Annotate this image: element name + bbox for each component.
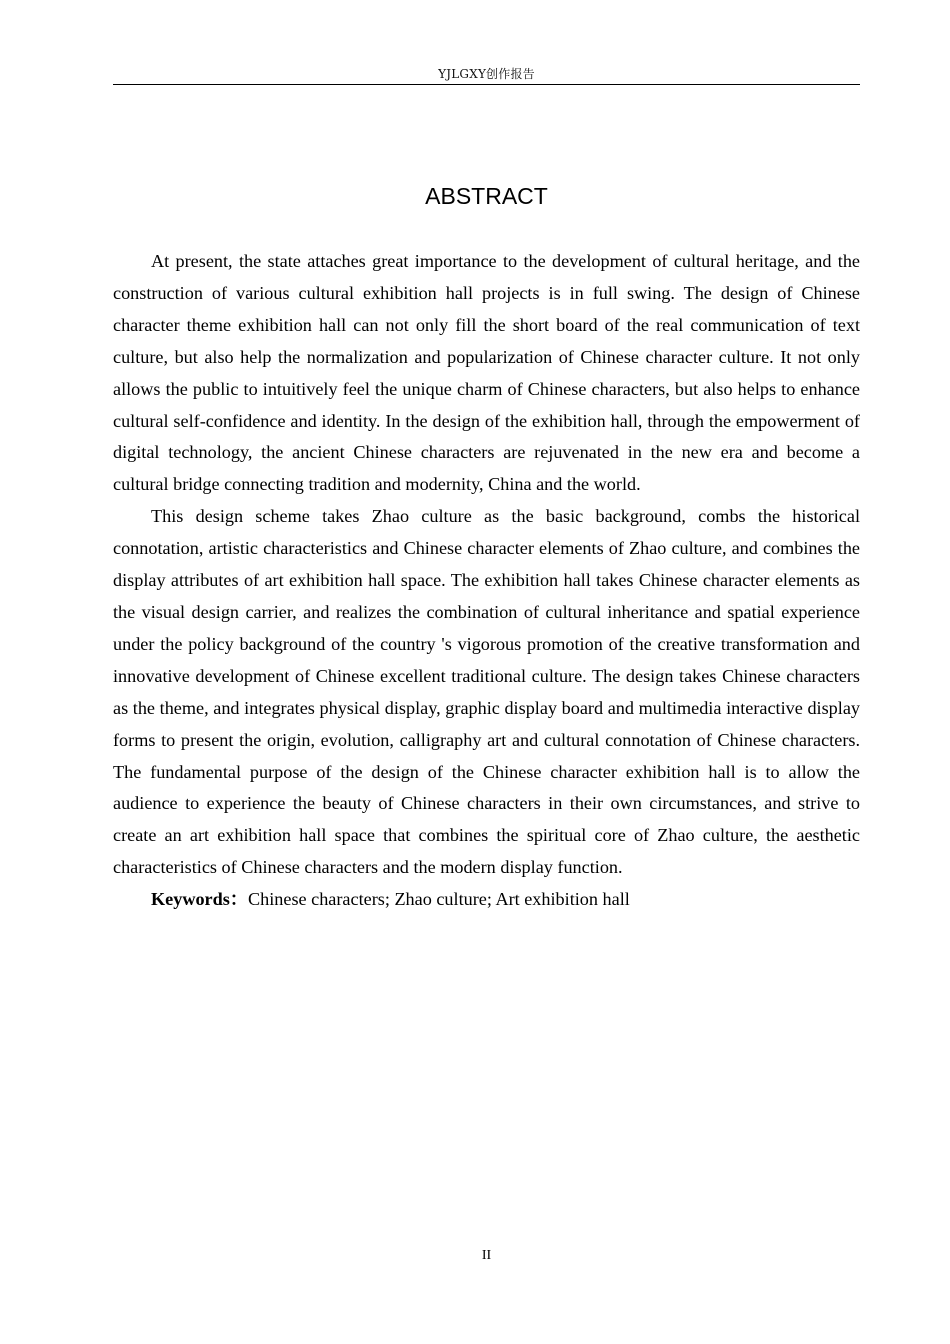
keywords-line <box>113 884 860 916</box>
running-header: YJLGXY创作报告 <box>113 64 860 85</box>
abstract-body <box>113 246 860 916</box>
keywords-text: Chinese characters; Zhao culture; Art exhibition hall <box>248 889 630 910</box>
abstract-paragraph-2: This design scheme takes Zhao culture as the basic background, combs the historical connotation, artistic characteristics and Chinese character elements of Zhao culture, and combines the display attributes of art exhibition hall space. The exhibition hall takes Chinese character elements as the visual design carrier, and realizes the combination of cultural inheritance and spatial experience under the policy background of the country 's vigorous promotion of the creative transformation and innovative development of Chinese excellent traditional culture. The design takes Chinese characters as the theme, and integrates physical display, graphic display board and multimedia interactive display forms to present the origin, evolution, calligraphy art and cultural connotation of Chinese characters. The fundamental purpose of the design of the Chinese character exhibition hall is to allow the audience to experience the beauty of Chinese characters in their own circumstances, and strive to create an art exhibition hall space that combines the spiritual core of Zhao culture, the aesthetic characteristics of Chinese characters and the modern display function. <box>113 506 860 878</box>
abstract-paragraph-1: At present, the state attaches great importance to the development of cultural heritage, and the construction of various cultural exhibition hall projects is in full swing. The design of Chinese character theme exhibition hall can not only fill the short board of the real communication of text culture, but also help the normalization and popularization of Chinese character culture. It not only allows the public to intuitively feel the unique charm of Chinese characters, but also helps to enhance cultural self-confidence and identity. In the design of the exhibition hall, through the empowerment of digital technology, the ancient Chinese characters are rejuvenated in the new era and become a cultural bridge connecting tradition and modernity, China and the world. <box>113 251 860 495</box>
keywords-label: Keywords： <box>151 889 248 910</box>
abstract-title: ABSTRACT <box>425 183 548 209</box>
page-number: II <box>481 1248 492 1263</box>
